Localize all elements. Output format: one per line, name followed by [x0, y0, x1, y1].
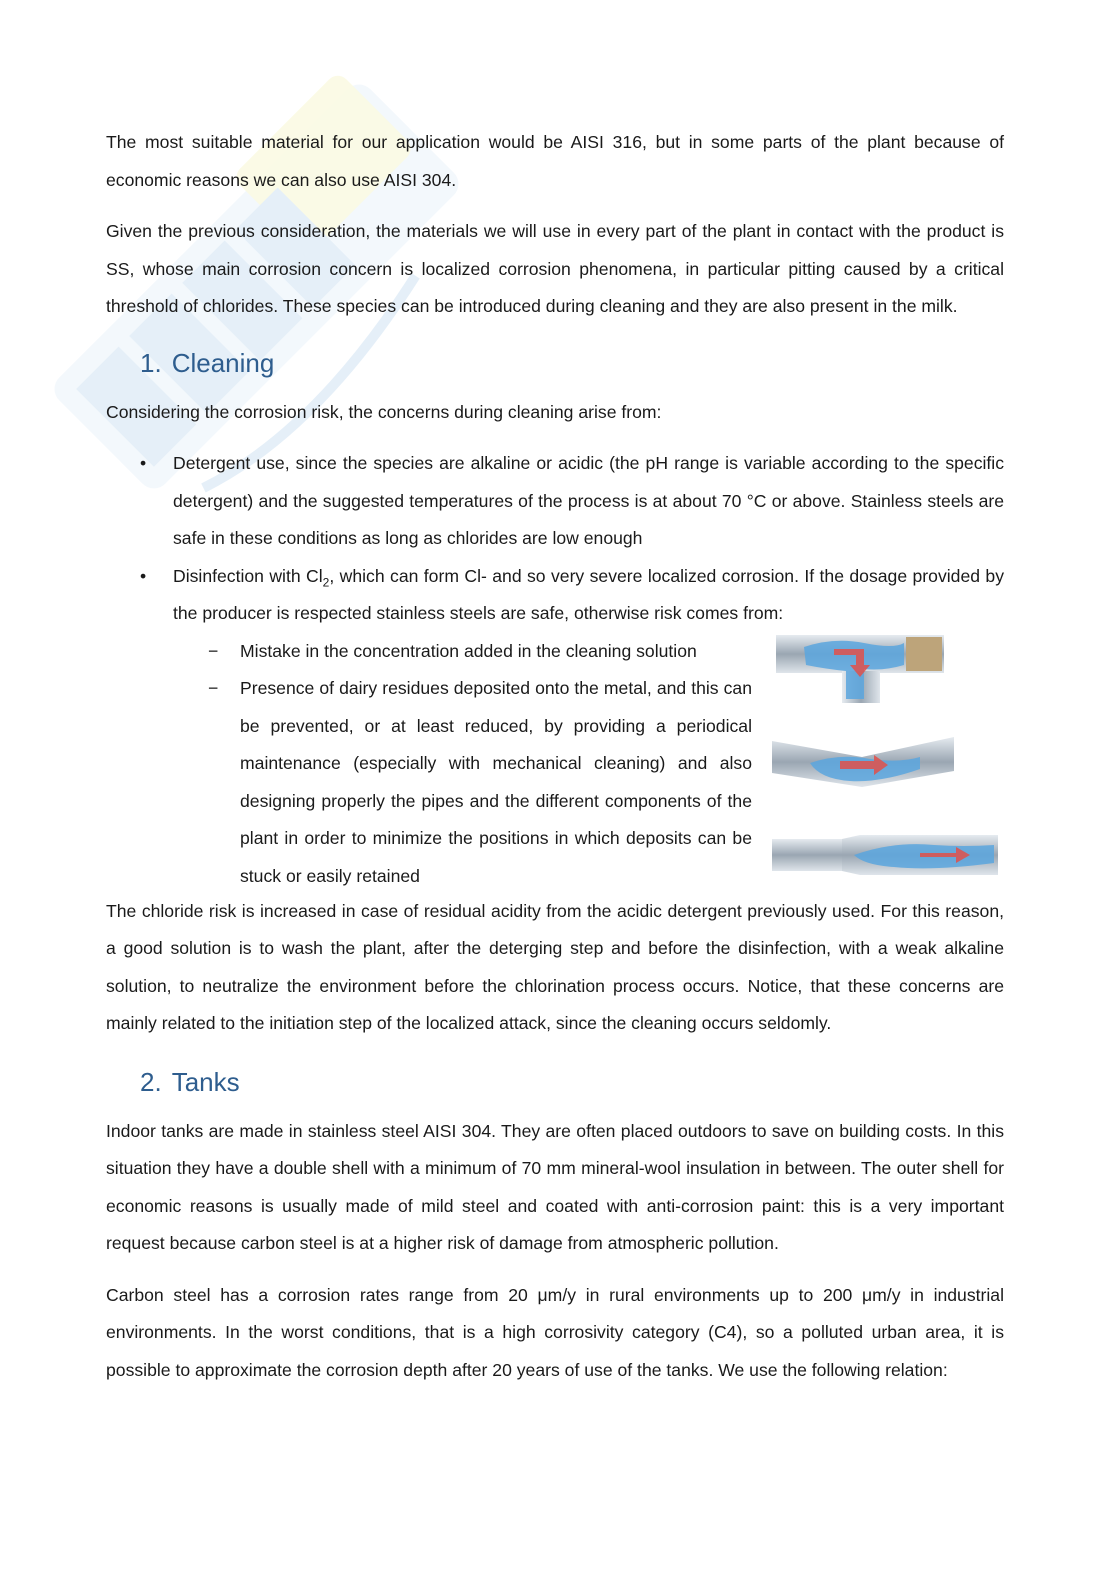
cleaning-lead: Considering the corrosion risk, the concerns during cleaning arise from:	[106, 401, 662, 422]
section-title: Tanks	[171, 1066, 240, 1097]
intro-paragraph-1: The most suitable material for our application would be AISI 316, but in some parts of the plant because of economic reasons we can also use AISI 304.	[106, 132, 1004, 190]
subscript: 2	[322, 575, 330, 590]
section-number: 1.	[140, 347, 162, 378]
bullet-list	[106, 445, 1004, 633]
dash-text: Mistake in the concentration added in the cleaning solution	[240, 640, 697, 661]
bullet-text	[173, 566, 1004, 624]
section-heading-tanks	[140, 1065, 1004, 1099]
pipe-t-junction-illustration	[774, 633, 946, 705]
list-item	[106, 633, 752, 671]
bullet-marker: •	[140, 565, 147, 586]
bullet-text-part: Disinfection with Cl	[173, 565, 323, 586]
section-number: 2.	[140, 1066, 162, 1097]
dash-list-with-figures	[106, 633, 1004, 886]
dash-list	[106, 633, 752, 896]
dash-marker: −	[208, 678, 219, 698]
section-heading-cleaning	[140, 346, 1004, 380]
section-title: Cleaning	[171, 347, 275, 378]
document-page	[106, 124, 1004, 1403]
bullet-text: Detergent use, since the species are alkaline or acidic (the pH range is variable according to the specific detergent) and the suggested temperatures of the process is at about 70 °C or above. Stainless steels are safe in these conditions as long as chlorides are low enough	[173, 453, 1004, 548]
intro-paragraph-2: Given the previous consideration, the materials we will use in every part of the plant in contact with the product is SS, whose main corrosion concern is localized corrosion phenomena, in particular pitting caused by a critical threshold of chlorides. These species can be introduced during cleaning and they are also present in the milk.	[106, 221, 1004, 316]
bullet-marker: •	[140, 453, 147, 473]
bullet-text-part: , which can form Cl- and so very severe localized corrosion. If the dosage provided by the producer is respected stainless steels are safe, otherwise risk comes from:	[173, 565, 1004, 623]
cleaning-closing-paragraph: The chloride risk is increased in case of residual acidity from the acidic detergent previously used. For this reason, a good solution is to wash the plant, after the deterging step and before the disinfection, with a weak alkaline solution, to neutralize the environment before the chlorination process occurs. Notice, that these concerns are mainly related to the initiation step of the localized attack, since the cleaning occurs seldomly.	[106, 900, 1004, 1033]
tanks-paragraph-1: Indoor tanks are made in stainless steel AISI 304. They are often placed outdoors to save on building costs. In this situation they have a double shell with a minimum of 70 mm mineral-wool insulation in between. The outer shell for economic reasons is usually made of mild steel and coated with anti-corrosion paint: this is a very important request because carbon steel is at a higher risk of damage from atmospheric pollution.	[106, 1120, 1004, 1253]
list-item	[106, 445, 1004, 558]
pipe-reducer-illustration	[770, 833, 1000, 877]
pipe-bend-illustration	[770, 733, 956, 791]
dash-text: Presence of dairy residues deposited onto the metal, and this can be prevented, or at least reduced, by providing a periodical maintenance (especially with mechanical cleaning) and also designing properly the pipes and the different components of the plant in order to minimize the positions in which deposits can be stuck or easily retained	[240, 678, 752, 886]
list-item	[106, 558, 1004, 633]
dash-marker: −	[208, 640, 219, 661]
tanks-paragraph-2: Carbon steel has a corrosion rates range from 20 μm/y in rural environments up to 200 μm/y in industrial environments. In the worst conditions, that is a high corrosivity category (C4), so a polluted urban area, it is possible to approximate the corrosion depth after 20 years of use of the tanks. We use the following relation:	[106, 1284, 1004, 1380]
list-item	[106, 670, 752, 895]
